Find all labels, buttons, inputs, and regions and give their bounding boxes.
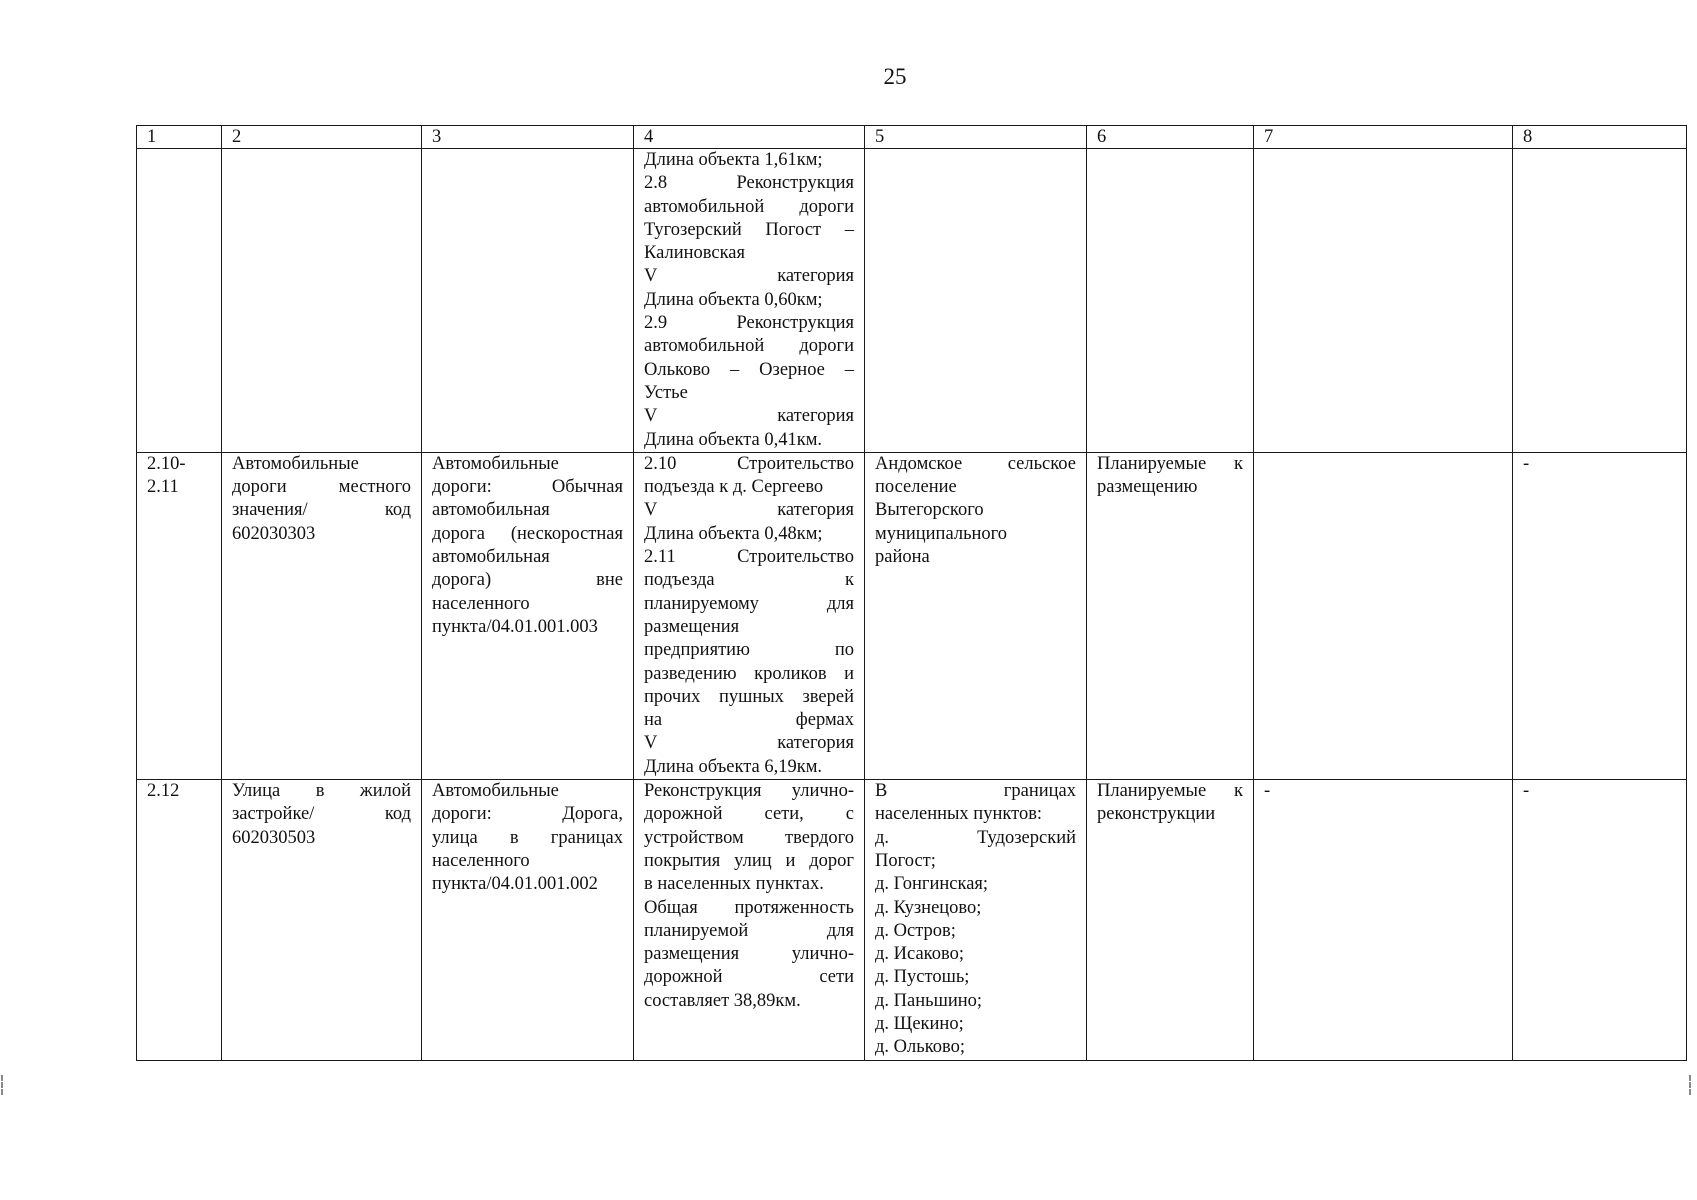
cell-line: автомобильной дороги (644, 336, 854, 357)
scan-margin-mark-right (1689, 1075, 1695, 1095)
column-header: 3 (422, 126, 634, 149)
cell-line: реконструкции (1097, 804, 1216, 825)
cell-line: д. Остров; (875, 920, 956, 941)
cell-line: дороги местного (232, 477, 411, 498)
cell-line: д. Пустошь; (875, 967, 970, 988)
object-kind-cell (422, 149, 634, 453)
cell-line: Общая протяженность (644, 897, 854, 918)
table-row (137, 149, 1687, 453)
row-number-cell: 2.10-2.11 (137, 452, 222, 779)
cell-line: Планируемые к (1097, 781, 1243, 802)
cell-line: планируемой для (644, 920, 854, 941)
cell-line: Устье (644, 382, 688, 403)
cell-line: дорога (нескоростная (432, 523, 623, 544)
cell-line: дорожной сети (644, 967, 854, 988)
cell-line: Длина объекта 0,48км; (644, 523, 823, 544)
table-row (137, 780, 1687, 1061)
cell-line: д. Щекино; (875, 1013, 964, 1034)
page-number: 25 (883, 64, 907, 89)
column-header: 2 (222, 126, 422, 149)
cell-line: значения/ код (232, 500, 411, 521)
cell-line: 2.8 Реконструкция (644, 173, 854, 194)
row-number-cell: 2.12 (137, 780, 222, 1061)
cell-line: д. Тудозерский (875, 827, 1076, 848)
objects-table (136, 125, 1687, 1061)
cell-line: составляет 38,89км. (644, 990, 801, 1011)
cell-line: предприятию по (644, 640, 854, 661)
cell-line: 2.9 Реконструкция (644, 313, 854, 334)
row-number-cell (137, 149, 222, 453)
column-7-cell (1254, 452, 1513, 779)
cell-line: 2.10 Строительство (644, 453, 854, 474)
object-kind-cell (422, 780, 634, 1061)
cell-line: 602030503 (232, 827, 316, 848)
cell-line: дороги: Обычная (432, 477, 623, 498)
cell-line: Вытегорского (875, 500, 984, 521)
cell-line: разведению кроликов и (644, 663, 854, 684)
cell-line: д. Ольково; (875, 1037, 965, 1058)
cell-line: V категория (644, 733, 854, 754)
cell-line: покрытия улиц и дорог (644, 850, 854, 871)
cell-line: на фермах (644, 710, 854, 731)
cell-line: пункта/04.01.001.003 (432, 616, 598, 637)
cell-line: д. Кузнецово; (875, 897, 982, 918)
cell-line: Тугозерский Погост – (644, 219, 854, 240)
status-cell (1087, 780, 1254, 1061)
cell-line: муниципального (875, 523, 1008, 544)
cell-line: размещению (1097, 477, 1198, 498)
cell-line: Ольково – Озерное – (644, 359, 854, 380)
cell-line: населенного (432, 850, 530, 871)
cell-line: Автомобильные (432, 781, 559, 802)
cell-line: Длина объекта 0,60км; (644, 289, 823, 310)
cell-line: поселение (875, 477, 957, 498)
column-header: 7 (1254, 126, 1513, 149)
cell-line: населенных пунктов: (875, 804, 1043, 825)
cell-line: размещения (644, 616, 740, 637)
cell-line: Погост; (875, 850, 936, 871)
cell-line: дорожной сети, с (644, 804, 854, 825)
cell-line: прочих пушных зверей (644, 686, 854, 707)
cell-line: Андомское сельское (875, 453, 1076, 474)
cell-line: района (875, 547, 930, 568)
cell-line: размещения улично- (644, 944, 854, 965)
cell-line: подъезда к (644, 570, 854, 591)
cell-line: устройством твердого (644, 827, 854, 848)
column-7-cell (1254, 149, 1513, 453)
cell-line: улица в границах (432, 827, 623, 848)
cell-line: застройке/ код (232, 804, 411, 825)
cell-line: д. Паньшино; (875, 990, 983, 1011)
location-cell (865, 149, 1087, 453)
object-type-cell (222, 780, 422, 1061)
column-header: 8 (1513, 126, 1687, 149)
cell-line: пункта/04.01.001.002 (432, 874, 598, 895)
status-cell (1087, 149, 1254, 453)
cell-line: Длина объекта 0,41км. (644, 429, 823, 450)
cell-line: Длина объекта 6,19км. (644, 756, 823, 777)
column-8-cell: - (1513, 452, 1687, 779)
cell-line: V категория (644, 266, 854, 287)
cell-line: автомобильной дороги (644, 196, 854, 217)
cell-line: населенного (432, 593, 530, 614)
cell-line: Калиновская (644, 243, 746, 264)
cell-line: Автомобильные (232, 453, 359, 474)
column-8-cell: - (1513, 780, 1687, 1061)
status-cell (1087, 452, 1254, 779)
cell-line: д. Исаково; (875, 944, 964, 965)
cell-line: автомобильная (432, 547, 550, 568)
object-description-cell (634, 149, 865, 453)
column-header: 6 (1087, 126, 1254, 149)
object-type-cell (222, 452, 422, 779)
column-header: 4 (634, 126, 865, 149)
column-7-cell: - (1254, 780, 1513, 1061)
cell-line: дороги: Дорога, (432, 804, 623, 825)
header-row (137, 126, 1687, 149)
location-cell (865, 452, 1087, 779)
cell-line: дорога) вне (432, 570, 623, 591)
cell-line: подъезда к д. Сергеево (644, 477, 824, 498)
object-description-cell (634, 780, 865, 1061)
cell-line: В границах (875, 781, 1076, 802)
cell-line: 2.11 Строительство (644, 547, 854, 568)
cell-line: Длина объекта 1,61км; (644, 150, 823, 170)
cell-line: Автомобильные (432, 453, 559, 474)
cell-line: V категория (644, 406, 854, 427)
object-description-cell (634, 452, 865, 779)
cell-line: д. Гонгинская; (875, 874, 989, 895)
location-cell (865, 780, 1087, 1061)
cell-line: Улица в жилой (232, 781, 411, 802)
cell-line: планируемому для (644, 593, 854, 614)
cell-line: 602030303 (232, 523, 316, 544)
cell-line: в населенных пунктах. (644, 874, 824, 895)
table-row (137, 452, 1687, 779)
object-type-cell (222, 149, 422, 453)
cell-line: Планируемые к (1097, 453, 1243, 474)
cell-line: Реконструкция улично- (644, 781, 854, 802)
cell-line: V категория (644, 500, 854, 521)
object-kind-cell (422, 452, 634, 779)
scan-margin-mark-left (1, 1075, 7, 1095)
column-header: 5 (865, 126, 1087, 149)
column-header: 1 (137, 126, 222, 149)
column-8-cell (1513, 149, 1687, 453)
cell-line: автомобильная (432, 500, 550, 521)
